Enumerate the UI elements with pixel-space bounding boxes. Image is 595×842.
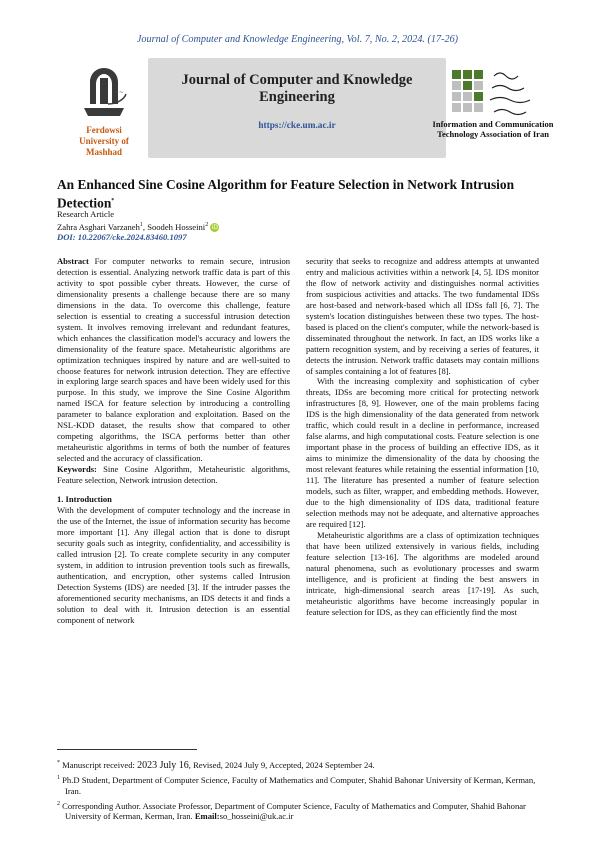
doi-line [57,232,187,242]
keywords-paragraph [57,464,290,486]
footnote-rule [57,749,197,750]
intro-paragraph-1: With the development of computer technology and the increase in the use of the Internet, the issue of information security has become more important [1]. Any illegal action that is done to disrupt security goals such as integrity, confidentiality, and accessibility is called intrusion [2]. To create complete security in any computer system, in addition to intrusion prevention tools such as firewalls, authentication, and encryption, other systems called Intrusion Detection Systems (IDS) are needed [3]. If the intruder passes the aforementioned security mechanisms, an IDS detects it and finds a solution to deal with it. Intrusion detection is an essential component of network [57,504,290,625]
abstract-paragraph [57,256,290,464]
title-footnote-mark: * [111,198,115,204]
introduction-heading: 1. Introduction [57,494,112,505]
footnote-received-rest: , Revised, 2024 July 9, Accepted, 2024 September 24. [188,759,375,770]
university-emblem-icon [74,64,134,122]
footnote-author-2 [57,799,541,822]
paper-title-text: An Enhanced Sine Cosine Algorithm for Feature Selection in Network Intrusion Detection [57,177,515,211]
doi-link[interactable]: 10.22067/cke.2024.83460.1097 [77,232,187,242]
author-separator: , [142,221,148,232]
keywords-label: Keywords: [57,464,97,475]
author-1-mark: 1 [139,222,143,228]
orcid-icon[interactable]: iD [211,224,218,232]
footnote-received-label: Manuscript received: [62,759,138,770]
intro-paragraph-3: Metaheuristic algorithms are a class of optimization techniques that have been utilized extensively in various fields, including feature selection [13-16]. The algorithms are modeled around natural phenomena, such as evolutionary processes and swarm intelligence, and is proficient at finding the best answers in intricate, high-dimensional search areas [17-19]. As such, metaheuristic algorithms have become increasingly popular in feature selection for IDS, as they can efficiently find the most [306,529,539,617]
abstract-label: Abstract [57,256,89,266]
association-name: Information and Communication Technology Association of Iran [432,119,554,139]
footnote-author-1 [57,773,541,796]
journal-title: Journal of Computer and Knowledge Engineering [181,72,413,105]
author-line [57,220,219,232]
keywords-text: Sine Cosine Algorithm, Metaheuristic algorithms, Feature selection, Network intrusion detection. [57,464,290,486]
author-2-mark: 2 [205,222,209,228]
university-name: Ferdowsi University of Mashhad [79,125,129,157]
footnote-email-label: Email: [194,810,220,821]
intro-paragraph-2: With the increasing complexity and sophistication of cyber threats, IDSs are becoming more critical for protecting network infrastructures [8, 9]. However, one of the main problems facing IDS is the high dimensionality of the data generated from network traffic, which could result in a decline in performance, increased false alarms, and high computational costs. Feature selection is one important phase in the process of building an effective IDS, as it aims to minimize the dimensionality of the data by choosing the most relevant features while retaining the essential information [10, 11]. The literature has presented a number of feature selection models, such as filter, wrapper, and embedding methods. However, due to the high dimensionality of IDS data, traditional feature selection methods may not be adequate, and alternative approaches are required [12]. [306,376,539,529]
author-1: Zahra Asghari Varzaneh [57,221,140,232]
intro-paragraph-1-continued [306,256,539,376]
footnotes [57,758,541,824]
footnote-author-1-text: Ph.D Student, Department of Computer Science, Faculty of Mathematics and Computer, Shahid Bahonar University of Kerman, Kerman, Iran. [62,775,536,796]
footnote-received-date: 2023 July 16 [137,759,189,771]
author-2: Soodeh Hosseini [147,221,206,232]
footnote-author-2-mark: 2 [57,800,60,807]
svg-text:~~: ~~ [114,89,125,96]
intro-p1-tail: security that seeks to recognize and address attempts at unwanted entry and malicious activities within a network [4, 5]. IDS monitor the flow of network activity and distinguishes normal activities from suspicious activities and attacks. The two fundamental IDSs are host-based and network-based which all IDSs fall [6, 7]. The system's location distinguishes between these two types. The host-based is placed on the client's computer, while the network-based is disseminated throughout the network. In fact, an IDS works like a pattern recognition system, and by receiving a series of features, it detects the intrusion. Network traffic datasets may contain millions of samples containing a lot of features [8]. [306,256,539,376]
footnote-author-1-mark: 1 [57,775,60,782]
right-column [306,256,539,617]
footnote-received [57,758,541,771]
left-column [57,256,290,625]
association-grid-logo-icon [450,68,542,118]
article-type: Research Article [57,209,115,219]
footnote-author-2-text: Corresponding Author. Associate Professor, Department of Computer Science, Faculty of Mathematics and Computer, Shahid Bahonar University of Kerman, Kerman, Iran. [62,800,526,821]
abstract-text: For computer networks to remain secure, intrusion detection is essential. Analyzing network traffic data is part of this activity to spot possible cyber threats. However, the curse of dimensionality presents a challenge because there are so many dimensions in the data. To overcome this challenge, feature selection is essential to creating a successful intrusion detection system. It involves removing irrelevant and redundant features, which enhances the classification model's accuracy and lowers the dimensionality of the feature space. Metaheuristic algorithms are optimization techniques inspired by nature and are well-suited to choose features for network intrusion detection. They are effective in exploring large search spaces and have been widely used for this purpose. In this study, we improve the Sine Cosine Algorithm named ISCA for feature selection by introducing a controlling parameter to balance exploration and exploitation. Based on the NSL-KDD dataset, the results show that compared to other competing algorithms, the ISCA performs better than other metaheuristic algorithms in terms of both the number of features selected and the accuracy of classification. [57,256,290,464]
doi-label: DOI: [57,232,76,242]
journal-url-link[interactable]: https://cke.um.ac.ir [258,121,336,131]
paper-title [57,176,541,211]
footnote-received-mark: * [57,760,60,766]
running-header: Journal of Computer and Knowledge Engineering, Vol. 7, No. 2, 2024. (17-26) [136,34,459,45]
footnote-email[interactable]: so_hosseini@uk.ac.ir [219,810,294,821]
